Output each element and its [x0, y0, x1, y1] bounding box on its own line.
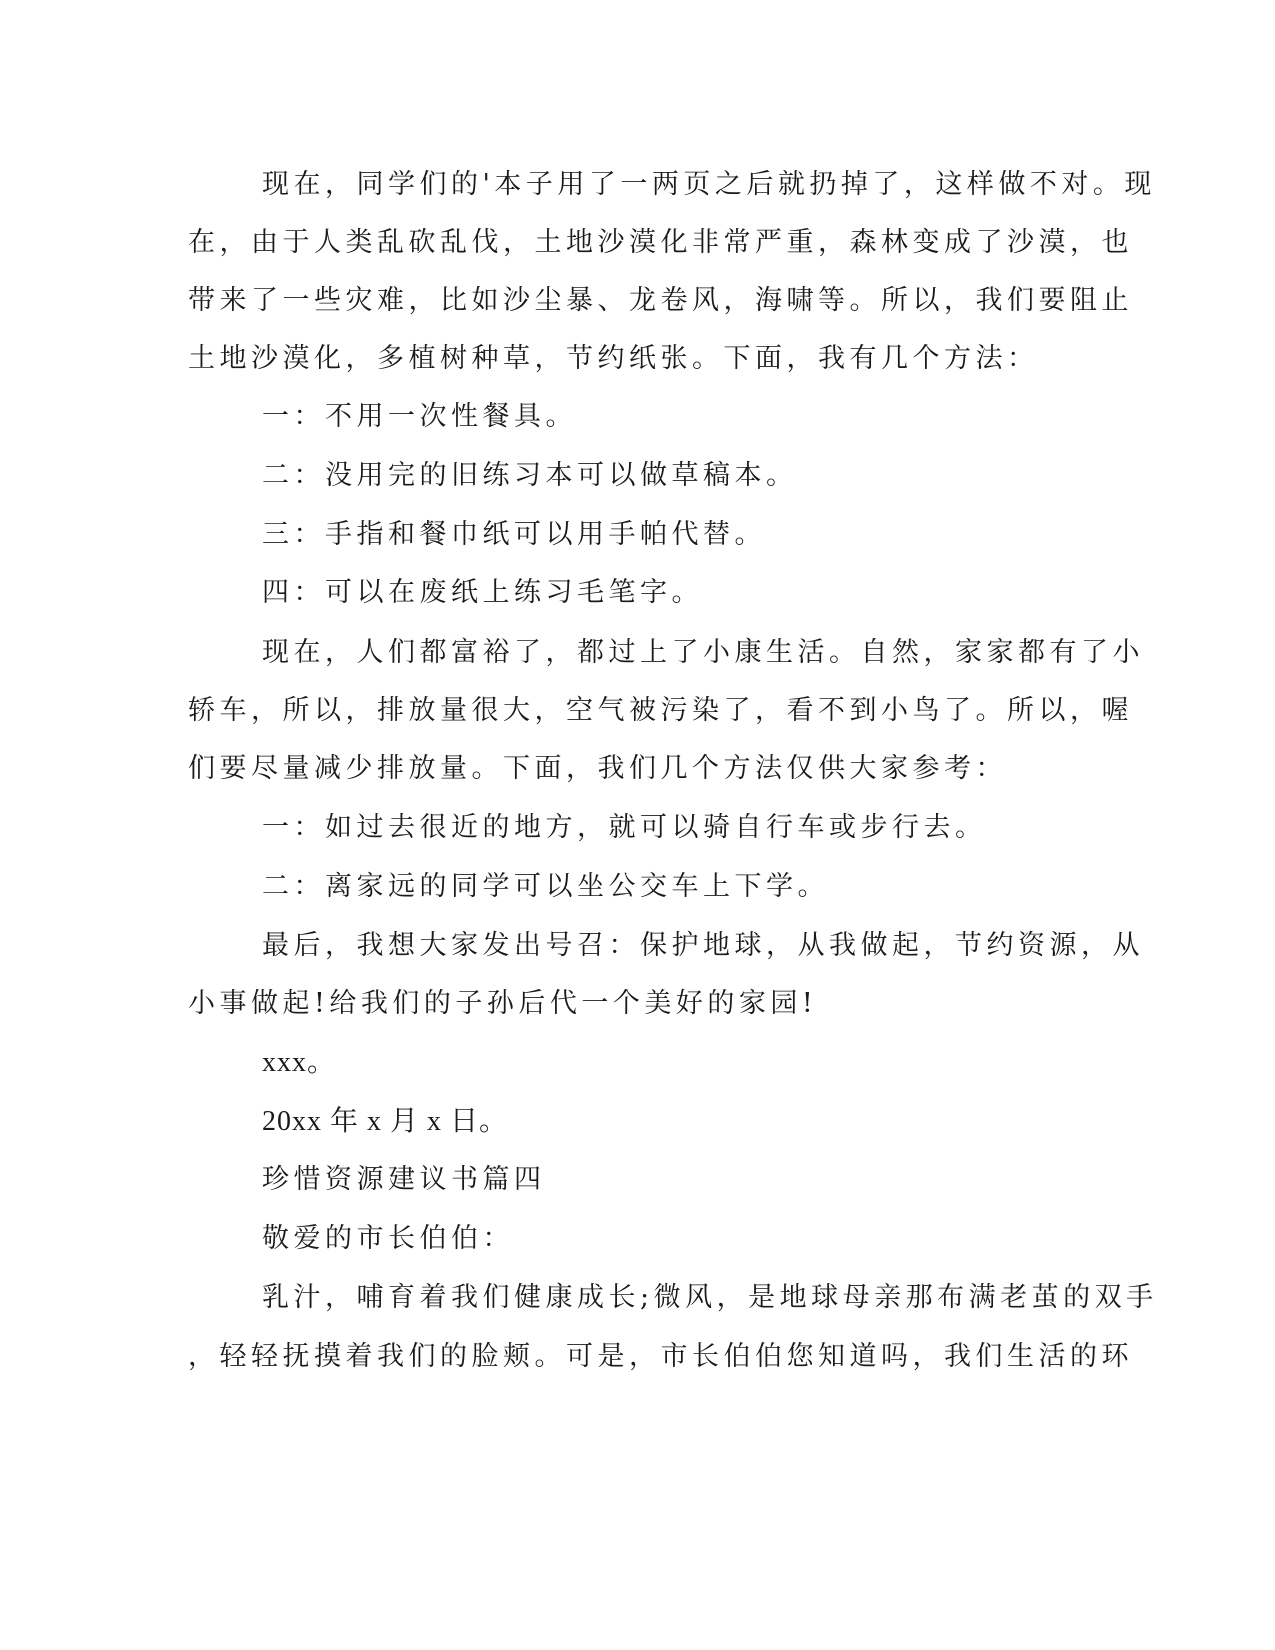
paragraph-line: 土地沙漠化，多植树种草，节约纸张。下面，我有几个方法：	[188, 343, 1039, 374]
list-item: 三：手指和餐巾纸可以用手帕代替。	[262, 519, 766, 550]
paragraph-line: 带来了一些灾难，比如沙尘暴、龙卷风，海啸等。所以，我们要阻止	[188, 285, 1133, 316]
paragraph-line: 在，由于人类乱砍乱伐，土地沙漠化非常严重，森林变成了沙漠，也	[188, 227, 1133, 258]
paragraph-line: 现在，人们都富裕了，都过上了小康生活。自然，家家都有了小	[262, 637, 1144, 668]
list-item: 四：可以在废纸上练习毛笔字。	[262, 577, 703, 608]
section-title: 珍惜资源建议书篇四	[262, 1164, 546, 1195]
signature-date: 20xx 年 x 月 x 日。	[262, 1106, 509, 1137]
list-item: 二：离家远的同学可以坐公交车上下学。	[262, 871, 829, 902]
paragraph-line: ，轻轻抚摸着我们的脸颊。可是，市长伯伯您知道吗，我们生活的环	[188, 1341, 1133, 1372]
salutation: 敬爱的市长伯伯：	[262, 1223, 514, 1254]
paragraph-line: 现在，同学们的'本子用了一两页之后就扔掉了，这样做不对。现	[262, 169, 1156, 200]
paragraph-line: 们要尽量减少排放量。下面，我们几个方法仅供大家参考：	[188, 753, 1007, 784]
paragraph-line: 乳汁，哺育着我们健康成长;微风，是地球母亲那布满老茧的双手	[262, 1282, 1158, 1313]
paragraph-line: 最后，我想大家发出号召：保护地球，从我做起，节约资源，从	[262, 930, 1144, 961]
list-item: 一：如过去很近的地方，就可以骑自行车或步行去。	[262, 812, 987, 843]
signature-name: xxx。	[262, 1047, 337, 1078]
paragraph-line: 小事做起!给我们的子孙后代一个美好的家园!	[188, 988, 818, 1019]
list-item: 一：不用一次性餐具。	[262, 401, 577, 432]
paragraph-line: 轿车，所以，排放量很大，空气被污染了，看不到小鸟了。所以，喔	[188, 695, 1133, 726]
list-item: 二：没用完的旧练习本可以做草稿本。	[262, 460, 798, 491]
